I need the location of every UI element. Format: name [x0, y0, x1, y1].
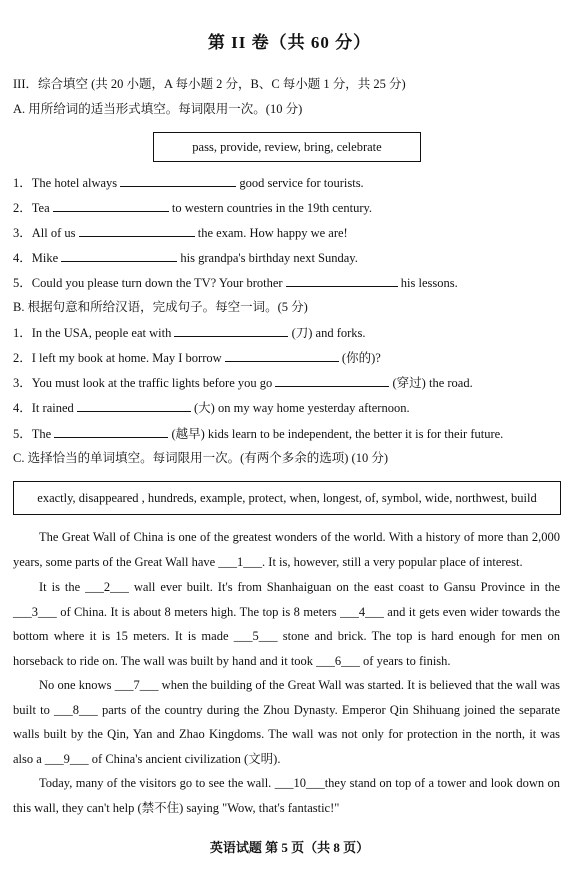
item-text: to western countries in the 19th century. [168, 201, 373, 215]
answer-blank[interactable] [286, 274, 398, 287]
item-text: (你的)? [338, 351, 381, 365]
page-footer: 英语试题 第 5 页（共 8 页） [209, 840, 370, 855]
part-b-item-5 [13, 425, 503, 442]
answer-blank[interactable] [54, 425, 168, 438]
item-text: his grandpa's birthday next Sunday. [177, 251, 358, 265]
part-b-instruction: B. 根据句意和所给汉语，完成句子。每空一词。(5 分) [13, 300, 308, 314]
answer-blank[interactable] [61, 249, 177, 262]
item-number: 4． [13, 401, 32, 415]
item-text: The hotel always [31, 176, 121, 190]
item-text: It rained [31, 401, 77, 415]
passage-paragraph-4: Today, many of the visitors go to see the wall. ___10___they stand on top of a tower and look down on this wall, they can't help (禁不住) saying "Wow, that's fantastic!" [13, 776, 560, 815]
item-number: 5． [13, 427, 32, 441]
item-text: Mike [31, 251, 62, 265]
item-text: (刀) and forks. [288, 326, 366, 340]
item-number: 3． [13, 376, 32, 390]
part-a-item-2 [13, 199, 372, 216]
part-b-item-1 [13, 324, 366, 341]
answer-blank[interactable] [275, 374, 389, 387]
item-number: 2． [13, 351, 32, 365]
part-b-item-3 [13, 374, 473, 391]
part-b-item-2 [13, 349, 381, 366]
part-b-item-4 [13, 399, 410, 416]
item-text: his lessons. [397, 276, 458, 290]
part-c-instruction: C. 选择恰当的单词填空。每词限用一次。(有两个多余的选项) (10 分) [13, 451, 388, 465]
passage-paragraph-2: It is the ___2___ wall ever built. It's from Shanhaiguan on the east coast to Gansu Province in the ___3___ of China. It is about 8 meters high. The top is 8 meters ___4___ and it gets even wider towards the bottom where it is 15 meters. It is made ___5___ stone and brick. The top is hard enough for men on horseback to ride on. The wall was built by hand and it took ___6___ of years to finish. [13, 580, 560, 668]
part-a-item-5 [13, 274, 458, 291]
item-text: Tea [31, 201, 53, 215]
item-text: good service for tourists. [236, 176, 364, 190]
answer-blank[interactable] [120, 174, 236, 187]
page-title: 第 II 卷（共 60 分） [207, 33, 372, 52]
passage-paragraph-1: The Great Wall of China is one of the greatest wonders of the world. With a history of more than 2,000 years, some parts of the Great Wall have ___1___. It is, however, still a very popular place of interest. [13, 530, 560, 569]
item-number: 5． [13, 276, 32, 290]
item-text: The [31, 427, 55, 441]
part-a-item-1 [13, 174, 364, 191]
part-c-word-box: exactly, disappeared , hundreds, example, protect, when, longest, of, symbol, wide, northwest, build [13, 481, 561, 515]
item-text: I left my book at home. May I borrow [31, 351, 225, 365]
item-number: 3． [13, 226, 32, 240]
part-a-instruction: A. 用所给词的适当形式填空。每词限用一次。(10 分) [13, 102, 303, 116]
item-text: (大) on my way home yesterday afternoon. [190, 401, 410, 415]
item-text: Could you please turn down the TV? Your brother [31, 276, 286, 290]
item-text: You must look at the traffic lights before you go [31, 376, 276, 390]
part-a-item-3 [13, 224, 348, 241]
answer-blank[interactable] [225, 349, 339, 362]
item-text: In the USA, people eat with [31, 326, 175, 340]
passage-paragraph-3: No one knows ___7___ when the building of the Great Wall was started. It is believed that the wall was built to ___8___ parts of the country during the Zhou Dynasty. Emperor Qin Shihuang joined the separate walls built by the Qin, Yan and Zhao Kingdoms. The wall was not only for protection in the north, it was also a ___9___ of China's ancient civilization (文明). [13, 678, 560, 766]
item-text: (穿过) the road. [389, 376, 473, 390]
answer-blank[interactable] [79, 224, 195, 237]
answer-blank[interactable] [53, 199, 169, 212]
part-a-item-4 [13, 249, 358, 266]
item-number: 4． [13, 251, 32, 265]
answer-blank[interactable] [174, 324, 288, 337]
item-number: 1． [13, 326, 32, 340]
item-text: (越早) kids learn to be independent, the better it is for their future. [168, 427, 504, 441]
answer-blank[interactable] [77, 399, 191, 412]
item-number: 1． [13, 176, 32, 190]
part-a-word-box: pass, provide, review, bring, celebrate [153, 132, 421, 162]
item-text: the exam. How happy we are! [194, 226, 348, 240]
section-heading: III．综合填空 (共 20 小题，A 每小题 2 分，B、C 每小题 1 分，共 25 分) [13, 77, 406, 91]
item-number: 2． [13, 201, 32, 215]
item-text: All of us [31, 226, 79, 240]
